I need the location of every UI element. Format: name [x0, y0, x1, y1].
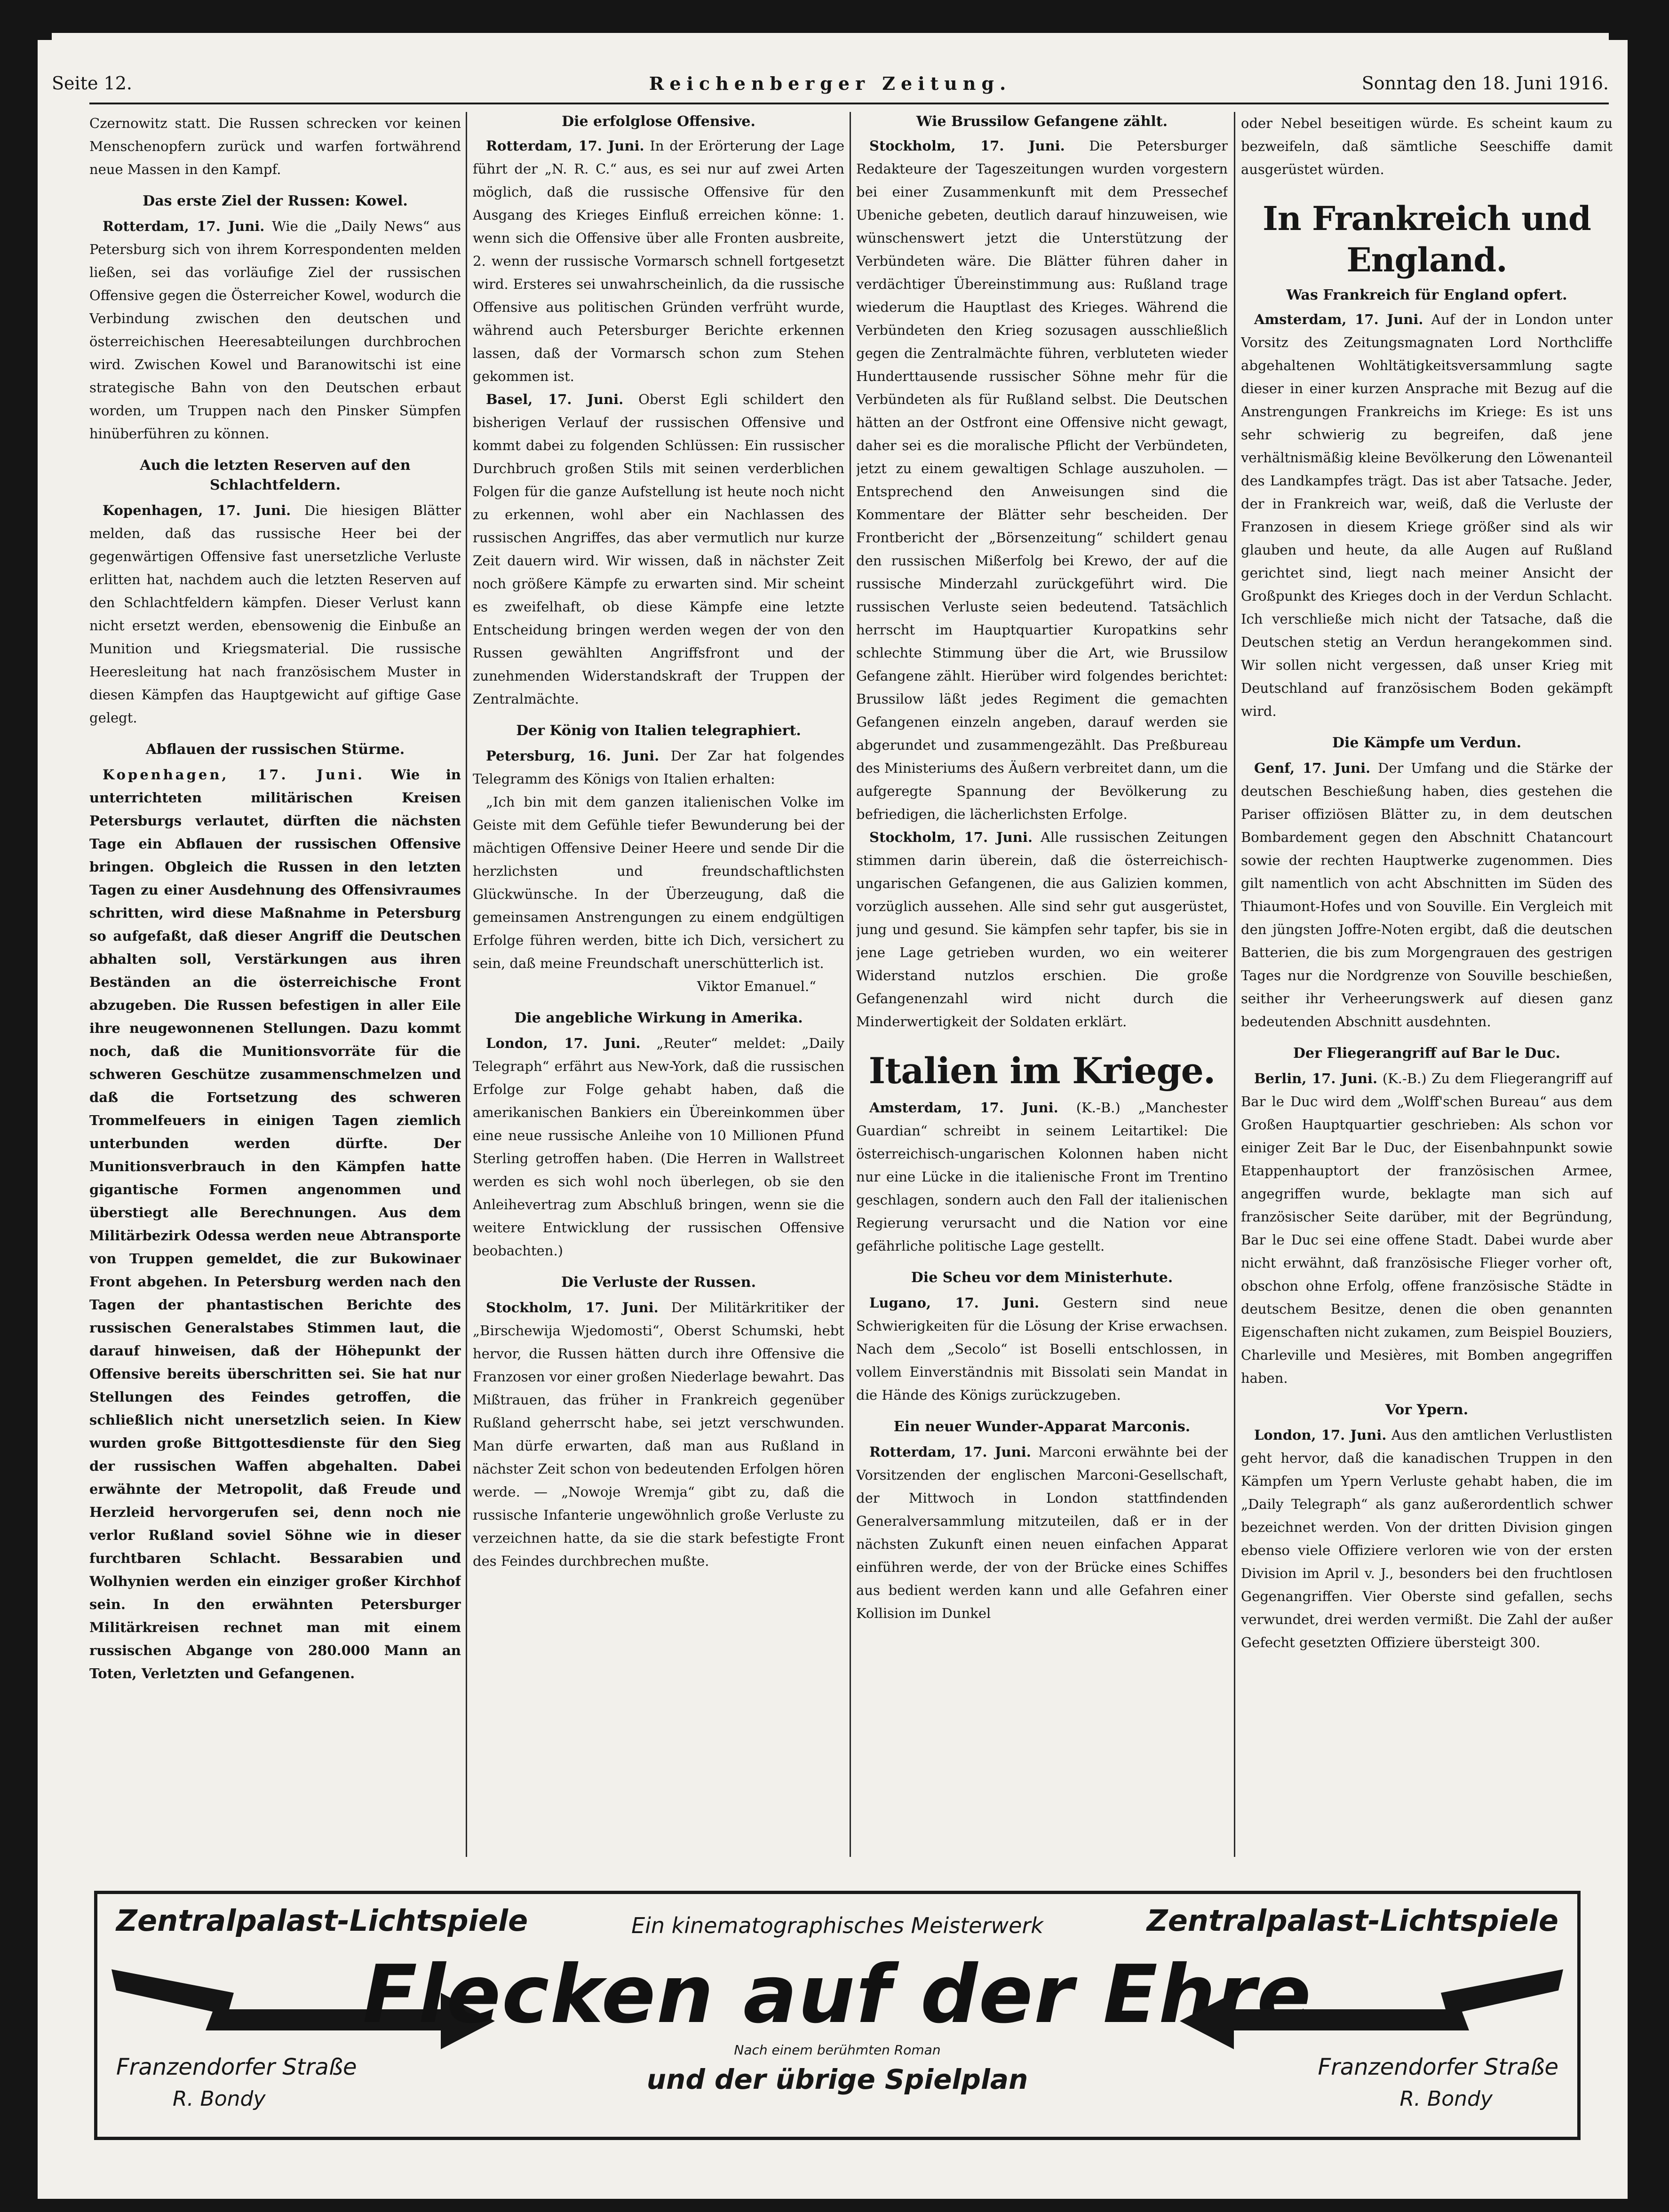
- article-text: [856, 1441, 1228, 1625]
- telegram-signature: Viktor Emanuel.“: [697, 978, 816, 994]
- newspaper-title: Reichenberger Zeitung.: [649, 73, 1012, 94]
- column-3: [856, 112, 1228, 1857]
- column-1: [89, 112, 461, 1857]
- lightning-arrow-icon: [1177, 1965, 1563, 2054]
- dateline: Petersburg, 16. Juni.: [486, 748, 660, 764]
- masthead: [52, 33, 1609, 94]
- article-text: [473, 1032, 844, 1262]
- cinema-name-left: Zentralpalast-Lichtspiele: [116, 1903, 528, 1938]
- article-body: Wie in unterrichteten militärischen Kreisen Petersburgs verlautet, dürften die nächsten Tage ein Abflauen der russischen Offensive bringen. Obgleich die Russen in den letzten Tagen zu einer Ausdehnung des Offensivraumes schritten, wird diese Maßnahme in Petersburg so aufgefaßt, daß dieser Angriff die Deutschen abhalten soll, Verstärkungen aus ihren Beständen an die österreichische Front abzugeben. Die Russen befestigen in aller Eile ihre neugewonnenen Stellungen. Dazu kommt noch, daß die Munitionsvorräte für die schweren Geschütze zusammenschmelzen und daß die Fortsetzung des schweren Trommelfeuers in einigen Tagen ziemlich unterbunden werden dürfte. Der Munitionsverbrauch in den Kämpfen hatte gigantische Formen angenommen und überstiegt alle Berechnungen. Aus dem Militärbezirk Odessa werden neue Abtransporte von Truppen gemeldet, die zur Bukowinaer Front abgehen. In Petersburg werden nach den Tagen der phantastischen Berichte des russischen Generalstabes Stimmen laut, die darauf hinweisen, daß der Höhepunkt der Offensive bereits überschritten sei. Sie hat nur Stellungen des Feindes getroffen, die schließlich nicht unersetzlich seien. In Kiew wurden große Bittgottesdienste für den Sieg der russischen Waffen abgehalten. Dabei erwähnte der Metropolit, daß Freude und Herzleid hervorgerufen sei, denn noch nie verlor Rußland soviel Söhne wie in dieser furchtbaren Schlacht. Bessarabien und Wolhynien werden ein einziger großer Kirchhof sein. In den erwähnten Petersburger Militärkreisen rechnet man mit einem russischen Abgange von 280.000 Mann an Toten, Verletzten und Gefangenen.: [89, 767, 461, 1681]
- article-body: Aus den amtlichen Verlustlisten geht hervor, daß die kanadischen Truppen in den Kämpfen um Ypern Verluste gehabt haben, die im „Daily Telegraph“ als ganz außerordentlich schwer bezeichnet werden. Von der dritten Division gingen ebenso viele Offiziere verloren wie von der ersten Division im April v. J., besonders bei den fruchtlosen Gegenangriffen. Vier Oberste sind gefallen, sechs verwundet, drei werden vermißt. Die Zahl der außer Gefecht gesetzten Offiziere übersteigt 300.: [1241, 1427, 1613, 1650]
- dateline: Stockholm, 17. Juni.: [869, 829, 1033, 845]
- dateline: Rotterdam, 17. Juni.: [103, 218, 265, 234]
- article-body: Auf der in London unter Vorsitz des Zeitungsmagnaten Lord Northcliffe abgehaltenen Wohltätigkeitsversammlung sagte dieser in einer kurzen Ansprache mit Bezug auf die Anstrengungen Frankreichs im Kriege: Es ist uns sehr schwierig zu begreifen, daß jene verhältnismäßig kleine Bevölkerung den Löwenanteil des Landkampfes trägt. Das ist aber Tatsache. Jeder, der in Frankreich war, weiß, daß die Verluste der Franzosen in diesem Kriege größer sind als wir glauben und heute, da alle Augen auf Rußland gerichtet sind, liegt nach meiner Ansicht der Großpunkt des Krieges doch in der Verdun Schlacht. Ich verschließe mich nicht der Tatsache, daß die Deutschen stetig an Verdun herangekommen sind. Wir sollen nicht vergessen, daß unser Krieg mit Deutschland auf französischem Boden gekämpft wird.: [1241, 311, 1613, 719]
- article-heading: Die erfolglose Offensive.: [562, 113, 755, 130]
- article-text: [473, 1296, 844, 1573]
- header-rule: [89, 103, 1609, 104]
- article-text: [1241, 757, 1613, 1033]
- dateline: Stockholm, 17. Juni.: [486, 1300, 659, 1316]
- article-text: oder Nebel beseitigen würde. Es scheint kaum zu bezweifeln, daß sämtliche Seeschiffe damit ausgerüstet würden.: [1241, 115, 1613, 177]
- article-body: „Reuter“ meldet: „Daily Telegraph“ erfährt aus New-York, daß die russischen Erfolge zur Folge gehabt haben, daß die amerikanischen Bankiers ein Übereinkommen über eine neue russische Anleihe von 10 Millionen Pfund Sterling getroffen haben. (Die Herren in Wallstreet werden es sich wohl noch überlegen, ob sie den Anleihevertrag zum Abschluß bringen, wenn sie die weitere Entwicklung der russischen Offensive beobachten.): [473, 1035, 844, 1259]
- article-text: [856, 1292, 1228, 1407]
- article-subheading: Was Frankreich für England opfert.: [1286, 287, 1567, 303]
- article-text: [1241, 1424, 1613, 1654]
- article-body: (K.-B.) „Manchester Guardian“ schreibt in seinem Leitartikel: Die österreichisch-ungarischen Kolonnen haben nicht nur eine Lücke in die italienische Front im Trentino geschlagen, sondern auch den Fall der italienischen Regierung verursacht und die Nation vor eine gefährliche politische Lage gestellt.: [856, 1100, 1228, 1254]
- article-text: [856, 135, 1228, 826]
- page-number: Seite 12.: [52, 73, 132, 94]
- article-text: [856, 826, 1228, 1033]
- article-heading: Die Verluste der Russen.: [561, 1274, 756, 1291]
- article-text: [1241, 308, 1613, 723]
- article-body: (K.-B.) Zu dem Fliegerangriff auf Bar le Duc wird dem „Wolff'schen Bureau“ aus dem Großen Hauptquartier geschrieben: Als schon vor einiger Zeit Bar le Duc, der Eisenbahnpunkt sowie Etappenhauptort der französischen Armee, angegriffen wurde, beklagte man sich auf französischer Seite darüber, mit der Begründung, Bar le Duc sei eine offene Stadt. Dabei wurde aber nicht erwähnt, daß französische Flieger vorher oft, obschon ohne Erfolg, offene französische Städte in deutschem Besitze, denen die oben genannten Eigenschaften nicht zukamen, zum Beispiel Bouziers, Charleville und Mesières, mit Bomben angegriffen haben.: [1241, 1070, 1613, 1386]
- dateline: Rotterdam, 17. Juni.: [869, 1444, 1031, 1460]
- article-heading: Die Scheu vor dem Ministerhute.: [911, 1269, 1173, 1286]
- article-body: Der Zar hat folgendes Telegramm des Königs von Italien erhalten:: [473, 748, 844, 787]
- article-body: Der Militärkritiker der „Birschewija Wjedomosti“, Oberst Schumski, hebt hervor, die Russen hätten durch ihre Offensive die Franzosen vor einer großen Niederlage bewahrt. Das Mißtrauen, das früher in Frankreich gegenüber Rußland geherrscht habe, sei jetzt verschwunden. Man dürfe erwarten, daß man aus Rußland in nächster Zeit schon von bedeutenden Erfolgen hören werde. — „Nowoje Wremja“ gibt zu, daß die russische Infanterie ungewöhnlich große Verluste zu verzeichnen hatte, da sie die stark befestigte Front des Feindes durchbrechen mußte.: [473, 1300, 844, 1569]
- dateline: London, 17. Juni.: [486, 1035, 641, 1051]
- article-heading: Auch die letzten Reserven auf den Schlachtfeldern.: [140, 457, 411, 493]
- column-rule: [1234, 112, 1235, 1857]
- article-heading: Der Fliegerangriff auf Bar le Duc.: [1293, 1045, 1560, 1062]
- column-rule: [850, 112, 851, 1857]
- article-heading: Vor Ypern.: [1385, 1402, 1469, 1418]
- article-body: Wie die „Daily News“ aus Petersburg sich von ihrem Korrespondenten melden ließen, sei das vorläufige Ziel der russischen Offensive gegen die Österreicher Kowel, wodurch die Verbindung zwischen den deutschen und österreichischen Heeresabteilungen durchbrochen wird. Zwischen Kowel und Baranowitschi ist eine strategische Bahn von den Deutschen erbaut worden, um Truppen nach den Pinsker Sümpfen hinüberführen zu können.: [89, 218, 461, 442]
- dateline: Berlin, 17. Juni.: [1254, 1070, 1378, 1086]
- article-body: Oberst Egli schildert den bisherigen Verlauf der russischen Offensive und kommt dabei zu folgenden Schlüssen: Ein russischer Durchbruch großen Stils mit seinen verderblichen Folgen für die ganze Aufstellung ist heute noch nicht zu erkennen, wohl aber ein Nachlassen des russischen Angriffes, das aber vermutlich nur kurze Zeit dauern wird. Wir wissen, daß in nächster Zeit noch größere Kämpfe zu erwarten sind. Mir scheint es zweifelhaft, ob diese Kämpfe eine letzte Entscheidung bringen werden wegen der von den Russen gewählten Angriffsfront und der zunehmenden Widerstandskraft der Truppen der Zentralmächte.: [473, 391, 844, 707]
- article-heading: Wie Brussilow Gefangene zählt.: [916, 113, 1168, 130]
- article-body: Gestern sind neue Schwierigkeiten für die Lösung der Krise erwachsen. Nach dem „Secolo“ ist Boselli entschlossen, in vollem Einverständnis mit Bissolati sein Mandat in die Hände des Königs zurückzugeben.: [856, 1295, 1228, 1403]
- dateline: Amsterdam, 17. Juni.: [869, 1100, 1058, 1116]
- article-heading: Die angebliche Wirkung in Amerika.: [514, 1010, 803, 1026]
- column-2: [473, 112, 844, 1857]
- cinema-owner-right: R. Bondy: [1399, 2087, 1493, 2111]
- article-heading: Das erste Ziel der Russen: Kowel.: [143, 193, 408, 209]
- dateline: Kopenhagen, 17. Juni.: [103, 502, 291, 518]
- ad-program-note: und der übrige Spielplan: [646, 2063, 1028, 2095]
- section-heading: In Frankreich und England.: [1263, 199, 1591, 279]
- cinema-address-left: Franzendorfer Straße: [116, 2054, 357, 2080]
- article-heading: Abflauen der russischen Stürme.: [145, 741, 405, 758]
- article-text: [473, 745, 844, 791]
- ad-tagline: Ein kinematographisches Meisterwerk: [631, 1913, 1043, 1938]
- article-body: Der Umfang und die Stärke der deutschen Beschießung haben, dies gestehen die Pariser offiziösen Blätter zu, in dem deutschen Bombardement gegen den Abschnitt Chatancourt sowie der rechten Hauptwerke zugenommen. Dies gilt namentlich von acht Abschnitten im Süden des Thiaumont-Hofes und von Souville. Ein Vergleich mit den jüngsten Joffre-Noten ergibt, daß die deutschen Batterien, die bis zum Morgengrauen des gestrigen Tages nur die Nordgrenze von Souville beschießen, seither ihr Verheerungswerk auf diesen ganz bedeutenden Abschnitt ausdehnten.: [1241, 760, 1613, 1030]
- article-body: Alle russischen Zeitungen stimmen darin überein, daß die österreichisch-ungarischen Gefangenen, die aus Galizien kommen, vorzüglich aussehen. Alle sind sehr gut ausgerüstet, jung und gesund. Sie kämpfen sehr tapfer, bis sie in jene Lage getrieben wurden, wo ein weiterer Widerstand nutzlos erschien. Die große Gefangenenzahl wird nicht durch die Minderwertigkeit der Soldaten erklärt.: [856, 829, 1228, 1030]
- article-heading: Die Kämpfe um Verdun.: [1332, 735, 1522, 751]
- dateline: Basel, 17. Juni.: [486, 391, 624, 407]
- dateline: Lugano, 17. Juni.: [869, 1295, 1040, 1311]
- column-rule: [466, 112, 467, 1857]
- article-body: In der Erörterung der Lage führt der „N. R. C.“ aus, es sei nur auf zwei Arten möglich, daß die russische Offensive für den Ausgang des Krieges Einfluß erreichen könne: 1. wenn sich die Offensive über alle Fronten ausbreite, 2. wenn der russische Vormarsch schnell fortgesetzt wird. Ersteres sei unwahrscheinlich, da die russische Offensive aus politischen Gründen verfrüht wurde, während auch Petersburger Berichte erkennen lassen, daß der Vormarsch schon zum Stehen gekommen ist.: [473, 138, 844, 384]
- article-text: [1241, 1067, 1613, 1390]
- article-body: Die Petersburger Redakteure der Tageszeitungen wurden vorgestern bei einer Zusammenkunft mit dem Pressechef Ubeniche gebeten, deutlich darauf hinzuweisen, wie wünschenswert jetzt die Unterstützung der Verbündeten wäre. Die Blätter führen daher in verdächtiger Übereinstimmung aus: Rußland trage wiederum die Hauptlast des Krieges. Während die Verbündeten den Krieg sozusagen ausschließlich gegen die Zentralmächte führen, verbluteten wieder Hunderttausende russischer Söhne mehr für die Verbündeten als für Rußland selbst. Die Deutschen hätten an der Ostfront eine Offensive nicht gewagt, daher sei es die moralische Pflicht der Verbündeten, jetzt zu einem gewaltigen Schlage auszuholen. — Entsprechend den Anweisungen sind die Kommentare der Blätter sehr bescheiden. Der Frontbericht der „Börsenzeitung“ schildert genau den russischen Mißerfolg bei Krewo, der auf die russische Minderzahl zurückgeführt wird. Die russischen Verluste seien bedeutend. Tatsächlich herrscht im Hauptquartier Kuropatkins sehr schlechte Stimmung über die Art, wie Brussilow Gefangene zählt. Hierüber wird folgendes berichtet: Brussilow läßt jedes Regiment die gemachten Gefangenen einzeln angeben, darauf werden sie abgerundet und zusammengezählt. Das Preßbureau des Ministeriums des Äußern verbreitet dann, um die aufgeregte Spannung der Bevölkerung zu befriedigen, die lächerlichsten Erfolge.: [856, 138, 1228, 822]
- dateline: Kopenhagen, 17. Juni.: [103, 767, 365, 783]
- article-text: [89, 763, 461, 1685]
- column-4: [1241, 112, 1613, 1857]
- article-body: Die hiesigen Blätter melden, daß das russische Heer bei der gegenwärtigen Offensive fast unersetzliche Verluste erlitten hat, nachdem auch die letzten Reserven auf den Schlachtfeldern kämpfen. Dieser Verlust kann nicht ersetzt werden, ebensowenig die Einbuße an Munition und Kriegsmaterial. Die russische Heeresleitung hat nach französischem Muster in diesen Kämpfen das Hauptgewicht auf giftige Gase gelegt.: [89, 502, 461, 726]
- section-heading: Italien im Kriege.: [868, 1050, 1216, 1092]
- article-heading: Ein neuer Wunder-Apparat Marconis.: [893, 1419, 1191, 1435]
- cinema-advertisement: [94, 1891, 1581, 2140]
- cinema-address-right: Franzendorfer Straße: [1318, 2054, 1558, 2080]
- article-text: [473, 135, 844, 388]
- article-text: [89, 215, 461, 445]
- article-text: [856, 1096, 1228, 1258]
- cinema-owner-left: R. Bondy: [173, 2087, 266, 2111]
- cinema-name-right: Zentralpalast-Lichtspiele: [1146, 1903, 1558, 1938]
- film-source-note: Nach einem berühmten Roman: [734, 2042, 941, 2058]
- dateline: Amsterdam, 17. Juni.: [1254, 311, 1423, 327]
- article-heading: Der König von Italien telegraphiert.: [516, 722, 801, 739]
- article-text: [89, 499, 461, 729]
- dateline: Genf, 17. Juni.: [1254, 760, 1371, 776]
- article-body: Marconi erwähnte bei der Vorsitzenden der englischen Marconi-Gesellschaft, der Mittwoch in London stattfindenden Generalversammlung mitzuteilen, daß er in der nächsten Zukunft einen neuen einfachen Apparat einführen werde, der von der Brücke eines Schiffes aus bedient werden kann und alle Gefahren einer Kollision im Dunkel: [856, 1444, 1228, 1621]
- issue-date: Sonntag den 18. Juni 1916.: [1361, 73, 1609, 94]
- article-text: Czernowitz statt. Die Russen schrecken vor keinen Menschenopfern zurück und warfen fortwährend neue Massen in den Kampf.: [89, 115, 461, 177]
- dateline: Stockholm, 17. Juni.: [869, 138, 1065, 154]
- dateline: London, 17. Juni.: [1254, 1427, 1387, 1443]
- film-title: Flecken auf der Ehre: [362, 1948, 1312, 2041]
- dateline: Rotterdam, 17. Juni.: [486, 138, 644, 154]
- article-text: [473, 388, 844, 711]
- telegram-text: „Ich bin mit dem ganzen italienischen Volke im Geiste mit dem Gefühle tiefer Bewunderung bei der mächtigen Offensive Deiner Heere und sende Dir die herzlichsten und freundschaftlichsten Glückwünsche. In der Überzeugung, daß die gemeinsamen Anstrengungen zu einem endgültigen Erfolge führen werden, bitte ich Dich, versichert zu sein, daß meine Freundschaft unerschütterlich ist.: [473, 794, 844, 971]
